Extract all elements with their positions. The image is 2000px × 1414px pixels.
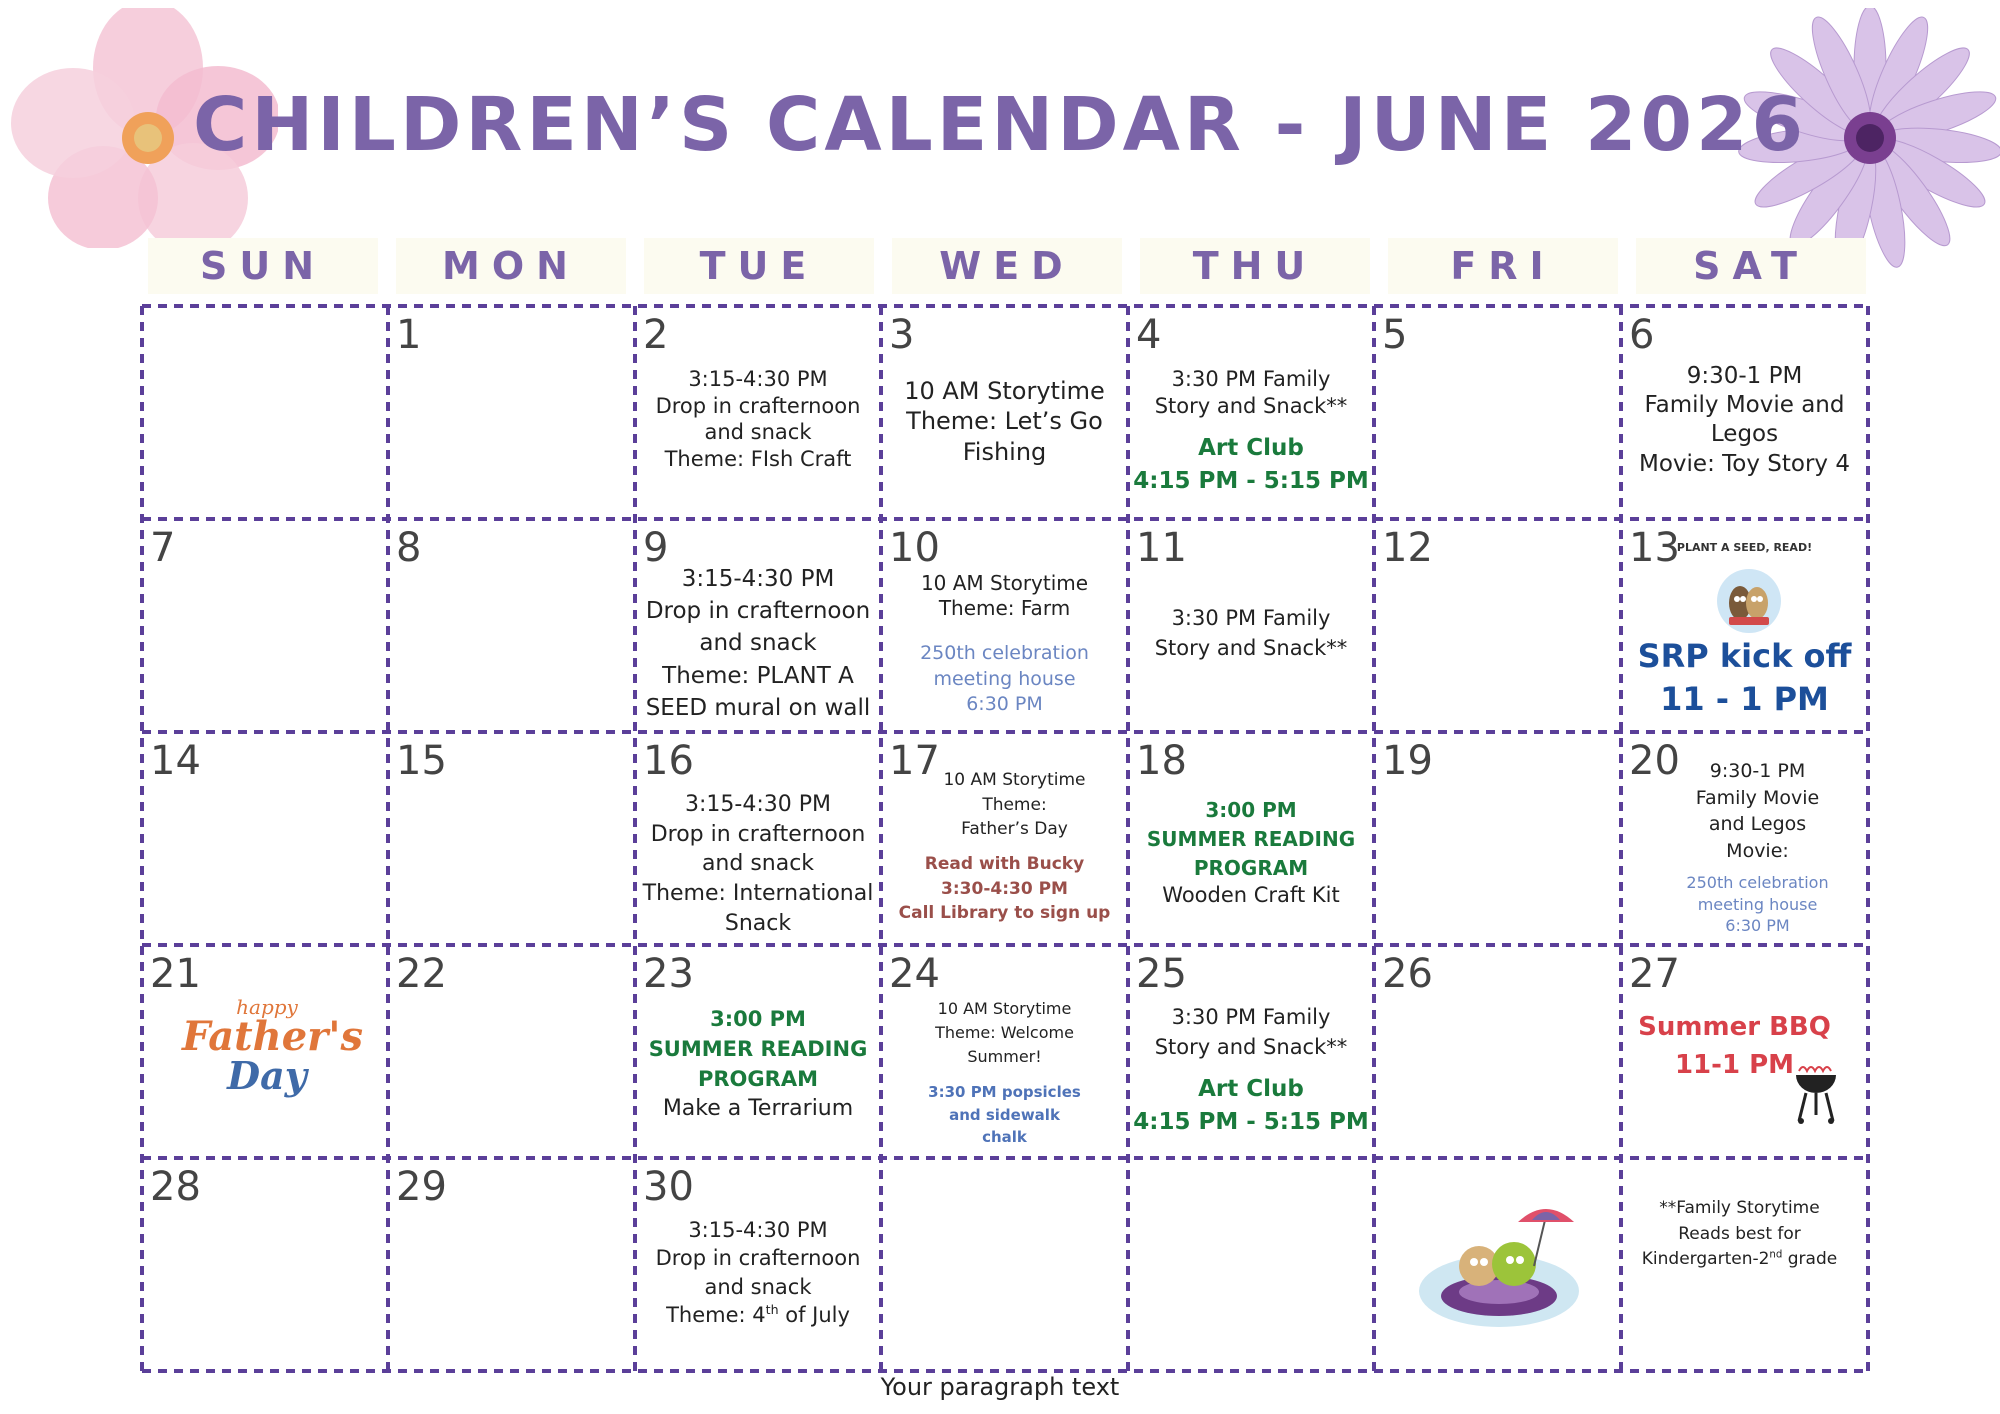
event-family-movie xyxy=(1647,758,1868,864)
day-number: 25 xyxy=(1136,951,1187,997)
event-line: 250th celebration xyxy=(1686,873,1829,892)
event-250th-celebration xyxy=(881,641,1128,718)
event-line: Story and Snack** xyxy=(1154,393,1348,418)
event-line: 10 AM Storytime xyxy=(904,377,1105,405)
event-line: and snack xyxy=(699,630,817,657)
event-line: SUMMER READING xyxy=(648,1036,868,1061)
event-line: Art Club xyxy=(1198,435,1304,461)
day-cell-15 xyxy=(388,732,635,945)
event-line: Theme: FIsh Craft xyxy=(664,446,852,471)
event-line: Wooden Craft Kit xyxy=(1162,883,1340,907)
day-cell-24 xyxy=(881,945,1128,1158)
day-cell-4 xyxy=(1128,306,1374,519)
fathers-day-art xyxy=(182,995,363,1098)
event-line: 3:15-4:30 PM xyxy=(681,566,835,592)
event-storytime xyxy=(881,997,1128,1069)
event-line: and sidewalk xyxy=(949,1105,1060,1124)
event-line: Snack xyxy=(724,910,792,936)
event-line: Summer! xyxy=(967,1047,1042,1066)
event-line: Fishing xyxy=(962,437,1047,466)
day-number: 3 xyxy=(889,312,915,358)
event-family-story xyxy=(1128,366,1374,419)
event-line: Drop in crafternoon xyxy=(645,598,871,625)
event-line: chalk xyxy=(982,1128,1027,1146)
day-cell-note xyxy=(1621,1158,1868,1371)
event-line: 3:15-4:30 PM xyxy=(688,1218,828,1242)
day-cell-5 xyxy=(1374,306,1621,519)
event-line: Drop in crafternoon xyxy=(655,1246,861,1271)
event-line: and Legos xyxy=(1708,813,1807,836)
day-number: 18 xyxy=(1136,738,1187,784)
event-line: Story and Snack** xyxy=(1154,636,1348,661)
event-line: 3:15-4:30 PM xyxy=(688,367,828,391)
day-cell-empty xyxy=(881,1158,1128,1371)
day-number: 15 xyxy=(396,738,447,784)
weekday-tue: TUE xyxy=(644,238,874,294)
day-cell-27 xyxy=(1621,945,1868,1158)
event-line: 3:00 PM xyxy=(1205,798,1297,822)
event-line xyxy=(635,1301,881,1329)
day-cell-16 xyxy=(635,732,881,945)
text-part: grade xyxy=(1782,1249,1838,1269)
event-line: Theme: Farm xyxy=(938,596,1071,621)
day-cell-23 xyxy=(635,945,881,1158)
event-summer-reading xyxy=(635,1005,881,1094)
day-cell-empty xyxy=(1374,1158,1621,1371)
event-line: PROGRAM xyxy=(1193,856,1309,880)
weekday-thu: THU xyxy=(1140,238,1370,294)
event-family-story xyxy=(1128,603,1374,664)
day-cell-1 xyxy=(388,306,635,519)
event-line: 3:30 PM Family xyxy=(1171,367,1331,391)
day-cell-13 xyxy=(1621,519,1868,732)
day-cell-empty xyxy=(1128,1158,1374,1371)
event-line: 10 AM Storytime xyxy=(920,571,1089,595)
weekday-mon: MON xyxy=(396,238,626,294)
day-number: 29 xyxy=(396,1164,447,1210)
day-cell-7 xyxy=(142,519,388,732)
day-number: 6 xyxy=(1629,312,1655,358)
event-art-club xyxy=(1128,1073,1374,1140)
text-part: Kindergarten-2 xyxy=(1641,1249,1770,1269)
day-number: 20 xyxy=(1629,738,1680,784)
day-cell-empty xyxy=(142,306,388,519)
day-cell-3 xyxy=(881,306,1128,519)
day-cell-22 xyxy=(388,945,635,1158)
event-line: Art Club xyxy=(1198,1076,1304,1102)
event-line: PROGRAM xyxy=(698,1066,818,1091)
event-line: 3:30-4:30 PM xyxy=(941,878,1068,899)
event-line: 3:00 PM xyxy=(710,1007,806,1031)
day-cell-17 xyxy=(881,732,1128,945)
day-number: 27 xyxy=(1629,951,1680,997)
weekday-fri: FRI xyxy=(1388,238,1618,294)
event-line: and snack xyxy=(701,851,815,877)
event-family-movie xyxy=(1621,362,1868,479)
event-read-with-bucky xyxy=(881,852,1128,926)
event-terrarium xyxy=(635,1095,881,1123)
day-number: 16 xyxy=(643,738,694,784)
event-crafternoon xyxy=(635,366,881,473)
day-cell-19 xyxy=(1374,732,1621,945)
day-cell-8 xyxy=(388,519,635,732)
superscript: nd xyxy=(1769,1249,1783,1261)
note-line xyxy=(1611,1247,1868,1273)
event-line: Drop in crafternoon xyxy=(650,821,866,847)
event-line: meeting house xyxy=(933,667,1076,690)
event-line: Father’s Day xyxy=(961,819,1068,840)
art-line: happy xyxy=(236,995,298,1019)
day-cell-28 xyxy=(142,1158,388,1371)
day-number: 9 xyxy=(643,525,669,571)
event-crafternoon xyxy=(635,563,881,724)
event-250th-celebration xyxy=(1647,872,1868,937)
day-number: 13 xyxy=(1629,525,1680,571)
text-part: of July xyxy=(778,1303,850,1328)
day-cell-14 xyxy=(142,732,388,945)
event-line: Legos xyxy=(1710,421,1779,448)
event-line: SUMMER READING xyxy=(1146,827,1356,851)
day-cell-9 xyxy=(635,519,881,732)
day-number: 26 xyxy=(1382,951,1433,997)
event-line: 3:30 PM Family xyxy=(1171,606,1331,630)
event-line: Theme: Welcome xyxy=(935,1023,1074,1042)
event-line: 9:30-1 PM xyxy=(1709,760,1806,782)
event-line: Theme: PLANT A xyxy=(662,662,854,689)
event-line: Family Movie and xyxy=(1644,392,1845,419)
day-number: 21 xyxy=(150,951,201,997)
day-number: 4 xyxy=(1136,312,1162,358)
text-part: Theme: 4 xyxy=(666,1303,766,1328)
event-srp-kickoff xyxy=(1621,635,1868,721)
event-line: 4:15 PM - 5:15 PM xyxy=(1133,468,1369,495)
plant-a-seed-logo-icon xyxy=(1699,543,1799,643)
day-cell-18 xyxy=(1128,732,1374,945)
day-cell-2 xyxy=(635,306,881,519)
day-number: 8 xyxy=(396,525,422,571)
footer-paragraph: Your paragraph text xyxy=(880,1373,1120,1401)
art-line: Father's xyxy=(182,1013,363,1060)
event-line: 6:30 PM xyxy=(966,693,1043,716)
day-cell-25 xyxy=(1128,945,1374,1158)
day-cell-6 xyxy=(1621,306,1868,519)
day-number: 19 xyxy=(1382,738,1433,784)
day-number: 1 xyxy=(396,312,422,358)
event-line: Read with Bucky xyxy=(924,854,1085,874)
event-line: Make a Terrarium xyxy=(662,1096,854,1121)
event-line: and snack xyxy=(704,1274,812,1299)
event-line: Drop in crafternoon xyxy=(655,393,861,418)
family-storytime-note xyxy=(1611,1196,1868,1273)
event-storytime xyxy=(881,571,1128,622)
event-line: and snack xyxy=(704,420,812,445)
event-line: 250th celebration xyxy=(920,642,1089,664)
page-title: CHILDREN’S CALENDAR - JUNE 2026 xyxy=(193,82,1807,168)
day-number: 5 xyxy=(1382,312,1408,358)
day-number: 12 xyxy=(1382,525,1433,571)
event-line: Call Library to sign up xyxy=(898,903,1111,924)
event-summer-reading xyxy=(1128,796,1374,883)
day-number: 10 xyxy=(889,525,940,571)
pool-float-characters-icon xyxy=(1414,1196,1584,1336)
day-cell-26 xyxy=(1374,945,1621,1158)
event-line: 9:30-1 PM xyxy=(1686,363,1803,389)
art-line: Day xyxy=(227,1053,307,1098)
event-art-club xyxy=(1128,432,1374,499)
event-line: 4:15 PM - 5:15 PM xyxy=(1133,1109,1369,1136)
day-cell-30 xyxy=(635,1158,881,1371)
day-number: 11 xyxy=(1136,525,1187,571)
day-cell-12 xyxy=(1374,519,1621,732)
note-line: **Family Storytime xyxy=(1659,1198,1820,1218)
event-line: SEED mural on wall xyxy=(645,694,871,721)
event-line: 11 - 1 PM xyxy=(1660,680,1829,719)
event-line: 6:30 PM xyxy=(1725,916,1790,936)
event-popsicles xyxy=(881,1081,1128,1149)
event-line: 3:15-4:30 PM xyxy=(685,792,831,817)
day-cell-11 xyxy=(1128,519,1374,732)
event-craft-kit xyxy=(1128,882,1374,909)
day-number: 24 xyxy=(889,951,940,997)
event-line: Family Movie xyxy=(1695,786,1820,809)
day-number: 14 xyxy=(150,738,201,784)
event-line: Movie: Toy Story 4 xyxy=(1639,450,1850,477)
event-crafternoon xyxy=(635,1216,881,1329)
day-number: 30 xyxy=(643,1164,694,1210)
weekday-sat: SAT xyxy=(1636,238,1866,294)
event-line: Theme: International xyxy=(642,881,874,907)
event-line: Theme: xyxy=(982,794,1047,815)
event-family-story xyxy=(1128,1003,1374,1063)
event-line: 10 AM Storytime xyxy=(943,770,1086,790)
day-number: 23 xyxy=(643,951,694,997)
grill-icon xyxy=(1791,1055,1841,1125)
note-line: Reads best for xyxy=(1678,1223,1801,1244)
weekday-wed: WED xyxy=(892,238,1122,294)
superscript: th xyxy=(765,1302,779,1318)
event-line: Summer BBQ xyxy=(1638,1012,1831,1042)
day-number: 28 xyxy=(150,1164,201,1210)
day-number: 7 xyxy=(150,525,176,571)
day-cell-20 xyxy=(1621,732,1868,945)
event-line: Theme: Let’s Go xyxy=(906,407,1103,436)
event-storytime xyxy=(901,768,1128,842)
event-crafternoon xyxy=(635,790,881,938)
event-line: Story and Snack** xyxy=(1154,1034,1348,1059)
event-line: 11-1 PM xyxy=(1674,1049,1795,1080)
logo-caption: PLANT A SEED, READ! xyxy=(1676,541,1813,554)
day-number: 17 xyxy=(889,738,940,784)
event-line: meeting house xyxy=(1697,894,1818,914)
event-line: SRP kick off xyxy=(1637,637,1852,675)
day-number: 22 xyxy=(396,951,447,997)
event-line: 10 AM Storytime xyxy=(937,999,1072,1018)
day-number: 2 xyxy=(643,312,669,358)
event-line: Movie: xyxy=(1726,839,1789,862)
event-line: 3:30 PM Family xyxy=(1171,1005,1331,1029)
event-storytime xyxy=(881,376,1128,467)
day-cell-21 xyxy=(142,945,388,1158)
day-cell-29 xyxy=(388,1158,635,1371)
day-cell-10 xyxy=(881,519,1128,732)
event-line: 3:30 PM popsicles xyxy=(928,1083,1081,1101)
weekday-sun: SUN xyxy=(148,238,378,294)
